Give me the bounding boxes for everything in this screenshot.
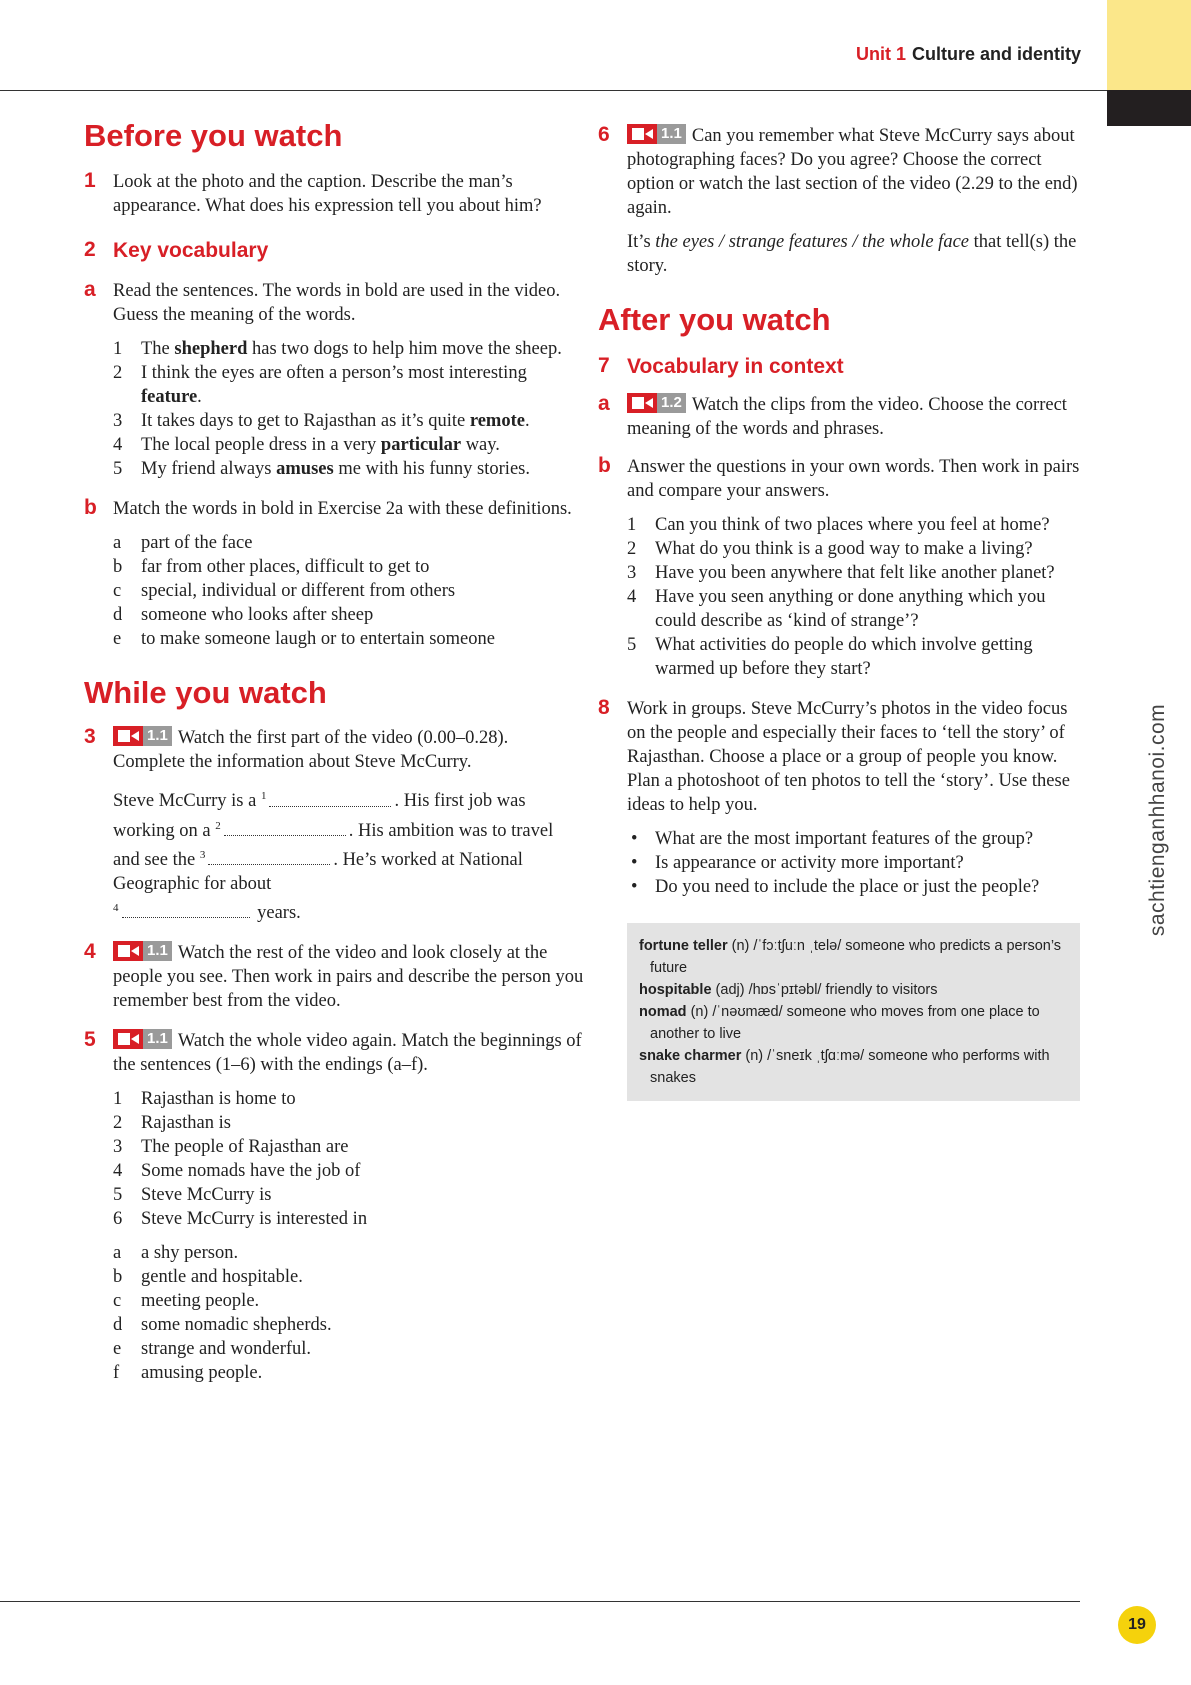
item-text: Rajasthan is (141, 1113, 231, 1134)
item-text: . (197, 386, 202, 407)
item-letter: c (113, 1291, 122, 1312)
item-text: What activities do people do which involve getting warmed up before they start? (655, 634, 1033, 679)
item-text: way. (461, 434, 500, 455)
video-code: 1.2 (657, 393, 686, 413)
glossary-term: nomad (639, 1003, 687, 1020)
answer-options[interactable]: the eyes / strange features / the whole face (655, 232, 969, 252)
list-item (113, 1265, 584, 1289)
video-icon (627, 124, 686, 144)
list-item (113, 1337, 584, 1361)
item-number: 5 (627, 634, 637, 655)
item-number: 4 (113, 434, 123, 455)
video-code: 1.1 (143, 1029, 172, 1049)
exercise-3 (84, 726, 584, 925)
exercise-2b-text: Match the words in bold in Exercise 2a with these definitions. (113, 498, 572, 519)
item-text: Some nomads have the job of (141, 1161, 361, 1182)
exercise-2a-text: Read the sentences. The words in bold are used in the video. Guess the meaning of the words. (113, 280, 561, 325)
item-text: strange and wonderful. (141, 1339, 312, 1360)
exercise-4 (84, 941, 584, 1013)
key-vocabulary-title: Key vocabulary (113, 238, 269, 262)
exercise-number: 7 (598, 353, 610, 377)
unit-label: Unit 1 (855, 44, 906, 64)
exercise-5-text: Watch the whole video again. Match the beginnings of the sentences (1–6) with the endings (a–f). (113, 1031, 582, 1076)
bold-word: remote (469, 410, 525, 431)
exercise-number: 1 (84, 168, 96, 192)
exercise-2-heading (84, 238, 584, 263)
item-text: It takes days to get to Rajasthan as it’s quite (141, 410, 470, 431)
exercise-2b (84, 497, 584, 521)
right-column (598, 118, 1080, 1101)
unit-title: Culture and identity (911, 44, 1081, 64)
item-number: 5 (113, 1185, 123, 1206)
bold-word: feature (141, 386, 198, 407)
item-text: amusing people. (141, 1363, 263, 1384)
item-number: 3 (113, 1137, 123, 1158)
glossary-term: fortune teller (639, 937, 728, 954)
glossary-entry: fortune teller (n) /ˈfɔːtʃuːn ˌtelə/ someone who predicts a person’s future (639, 937, 1062, 976)
list-item (113, 1361, 584, 1385)
item-text: has two dogs to help him move the sheep. (247, 338, 562, 359)
exercise-7a-text: Watch the clips from the video. Choose the correct meaning of the words and phrases. (627, 394, 1067, 439)
item-text: a shy person. (141, 1243, 239, 1264)
glossary-term: hospitable (639, 981, 712, 998)
bold-word: particular (380, 434, 462, 455)
list-item (627, 537, 1080, 561)
item-text: The local people dress in a very (141, 434, 381, 455)
video-icon (113, 726, 172, 746)
item-letter: d (113, 1315, 123, 1336)
item-text: My friend always (141, 458, 277, 479)
item-text: What do you think is a good way to make a living? (655, 538, 1033, 559)
glossary-term: snake charmer (639, 1047, 742, 1064)
item-text: Steve McCurry is (141, 1185, 272, 1206)
list-item (113, 1207, 584, 1231)
item-text: The people of Rajasthan are (141, 1137, 349, 1158)
unit-header (856, 44, 1081, 65)
exercise-7-heading (598, 354, 1080, 379)
exercise-letter: a (84, 277, 96, 301)
vocab-sentences (113, 337, 584, 481)
item-number: 2 (627, 538, 637, 559)
gap-3-blank[interactable] (208, 850, 330, 865)
video-code: 1.1 (143, 726, 172, 746)
list-item (113, 627, 584, 651)
gap-4-blank[interactable] (122, 903, 250, 918)
exercise-number: 4 (84, 940, 96, 964)
list-item (113, 1087, 584, 1111)
list-item (113, 1289, 584, 1313)
footer-rule (0, 1601, 1080, 1602)
header-rule (0, 90, 1107, 91)
gap-1-blank[interactable] (269, 792, 391, 807)
list-item (113, 1111, 584, 1135)
watermark: sachtienganhhanoi.com (1146, 703, 1169, 937)
mccurry-gap-fill: Steve McCurry is a $^1$ . His first job was working on a $^2$ . His ambition was to travel and see the $^3$ . He’s worked at National Geographic for about $^4$ years. (113, 790, 554, 924)
list-item (113, 1313, 584, 1337)
list-item (113, 409, 584, 433)
item-number: 4 (627, 586, 637, 607)
exercise-1 (84, 170, 584, 218)
list-item (627, 513, 1080, 537)
item-text: part of the face (141, 532, 253, 553)
item-letter: f (113, 1363, 120, 1384)
exercise-6-options: It’s the eyes / strange features / the whole face that tell(s) the story. (627, 232, 1077, 276)
exercise-6-text: Can you remember what Steve McCurry says about photographing faces? Do you agree? Choose the correct option or watch the last section of the video (2.29 to the end) again. (627, 126, 1078, 218)
item-letter: c (113, 580, 122, 601)
page-number: 19 (1118, 1606, 1156, 1644)
item-text: Steve McCurry is interested in (141, 1209, 368, 1230)
video-code: 1.1 (143, 941, 172, 961)
exercise-1-text: Look at the photo and the caption. Describe the man’s appearance. What does his expression tell you about him? (113, 171, 542, 216)
exercise-8 (598, 697, 1080, 817)
exercise-letter: b (84, 495, 97, 519)
item-text: Have you been anywhere that felt like another planet? (655, 562, 1055, 583)
exercise-6 (598, 124, 1080, 278)
list-item (113, 1241, 584, 1265)
list-item (113, 531, 584, 555)
glossary-entry: hospitable (adj) /hɒsˈpɪtəbl/ friendly to visitors (639, 981, 938, 998)
item-text: Rajasthan is home to (141, 1089, 296, 1110)
bullet-item: • Is appearance or activity more important? (627, 851, 1080, 875)
list-item (627, 561, 1080, 585)
video-icon (113, 1029, 172, 1049)
item-text: far from other places, difficult to get to (141, 556, 430, 577)
item-text: someone who looks after sheep (141, 604, 374, 625)
corner-dark-block (1107, 90, 1191, 126)
definitions-list (113, 531, 584, 651)
list-item (113, 1135, 584, 1159)
item-number: 3 (627, 562, 637, 583)
sentence-beginnings (113, 1087, 584, 1231)
questions-list (627, 513, 1080, 681)
list-item (113, 579, 584, 603)
item-text: to make someone laugh or to entertain someone (141, 628, 495, 649)
exercise-3-text: Watch the first part of the video (0.00–0.28). Complete the information about Steve McCurry. (113, 728, 509, 773)
item-letter: a (113, 1243, 122, 1264)
item-number: 4 (113, 1161, 123, 1182)
list-item (113, 337, 584, 361)
list-item (113, 433, 584, 457)
item-number: 1 (113, 1089, 123, 1110)
video-code: 1.1 (657, 124, 686, 144)
list-item (113, 457, 584, 481)
exercise-4-text: Watch the rest of the video and look closely at the people you see. Then work in pairs and describe the person you remember best from the video. (113, 943, 584, 1012)
bullet-item: • What are the most important features of the group? (627, 827, 1080, 851)
before-you-watch-title: Before you watch (84, 118, 343, 153)
item-text: some nomadic shepherds. (141, 1315, 332, 1336)
exercise-number: 6 (598, 123, 610, 146)
list-item (113, 1183, 584, 1207)
exercise-letter: b (598, 453, 611, 477)
glossary-entry: snake charmer (n) /ˈsneɪk ˌtʃɑːmə/ someone who performs with snakes (639, 1047, 1050, 1086)
item-text: . (524, 410, 530, 431)
glossary-box (627, 923, 1080, 1101)
item-letter: b (113, 1267, 123, 1288)
list-item (113, 603, 584, 627)
exercise-number: 8 (598, 695, 610, 719)
exercise-2a (84, 279, 584, 327)
item-text: gentle and hospitable. (141, 1267, 303, 1288)
exercise-number: 5 (84, 1028, 96, 1052)
exercise-7b (598, 455, 1080, 503)
item-number: 5 (113, 458, 123, 479)
gap-2-blank[interactable] (224, 821, 346, 836)
video-icon (627, 393, 686, 413)
item-letter: e (113, 1339, 122, 1360)
ideas-bullets (627, 827, 1080, 899)
item-number: 2 (113, 362, 123, 383)
exercise-7a (598, 393, 1080, 441)
item-text: I think the eyes are often a person’s most interesting (141, 362, 527, 383)
left-column (84, 118, 584, 1385)
exercise-5 (84, 1029, 584, 1077)
list-item (113, 361, 584, 409)
item-letter: b (113, 556, 123, 577)
list-item (113, 555, 584, 579)
sentence-endings (113, 1241, 584, 1385)
bold-word: amuses (276, 458, 334, 479)
list-item (627, 633, 1080, 681)
item-text: me with his funny stories. (333, 458, 530, 479)
vocabulary-in-context-title: Vocabulary in context (627, 354, 844, 378)
bold-word: shepherd (174, 338, 248, 359)
item-text: meeting people. (141, 1291, 260, 1312)
list-item (627, 585, 1080, 633)
list-item (113, 1159, 584, 1183)
item-letter: a (113, 532, 122, 553)
item-text: Can you think of two places where you feel at home? (655, 514, 1050, 535)
video-icon (113, 941, 172, 961)
item-text: Have you seen anything or done anything which you could describe as ‘kind of strange’? (655, 586, 1046, 631)
exercise-letter: a (598, 391, 610, 415)
after-you-watch-title: After you watch (598, 302, 831, 337)
item-letter: d (113, 604, 123, 625)
exercise-8-text: Work in groups. Steve McCurry’s photos in the video focus on the people and especially their faces to ‘tell the story’ of Rajasthan. Choose a place or a group of people you know. Plan a photoshoot of ten photos to tell the ‘story’. Use these ideas to help you. (627, 698, 1070, 815)
item-text: special, individual or different from others (141, 580, 456, 601)
glossary-entry: nomad (n) /ˈnəʊmæd/ someone who moves from one place to another to live (639, 1003, 1040, 1042)
item-number: 2 (113, 1113, 123, 1134)
while-you-watch-title: While you watch (84, 674, 327, 710)
bullet-item: • Do you need to include the place or just the people? (627, 875, 1080, 899)
corner-yellow-block (1107, 0, 1191, 90)
exercise-number: 3 (84, 725, 96, 749)
item-number: 6 (113, 1209, 123, 1230)
item-number: 1 (627, 514, 637, 535)
exercise-7b-text: Answer the questions in your own words. Then work in pairs and compare your answers. (627, 456, 1080, 501)
item-number: 1 (113, 338, 123, 359)
item-letter: e (113, 628, 122, 649)
item-text: The (141, 338, 175, 359)
exercise-number: 2 (84, 237, 96, 261)
item-number: 3 (113, 410, 123, 431)
